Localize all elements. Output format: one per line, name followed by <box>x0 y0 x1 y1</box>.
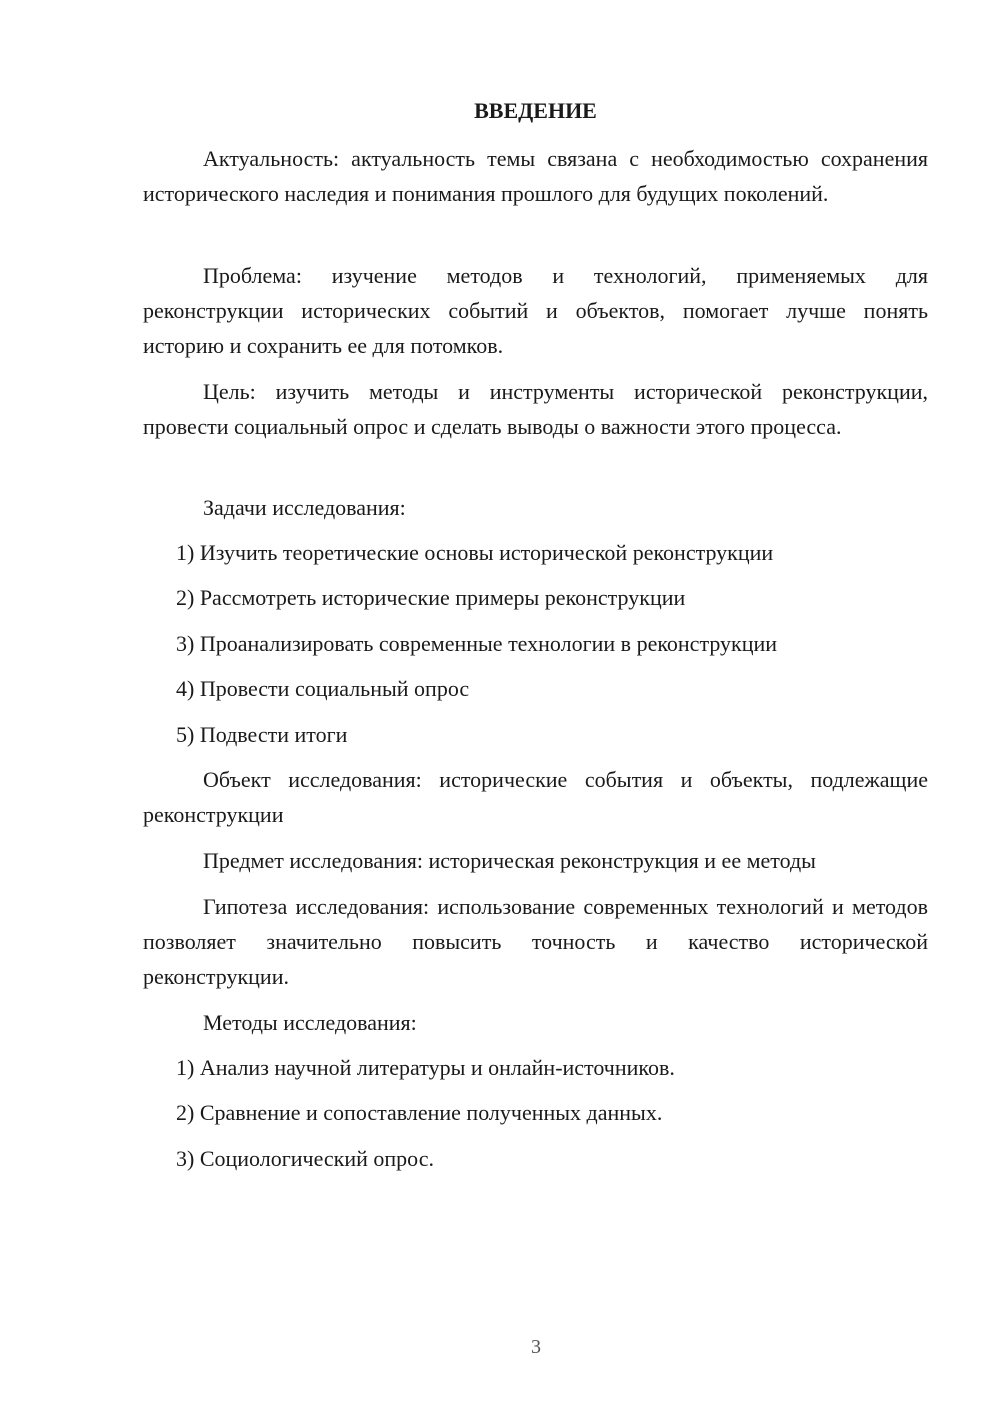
method-item: 3) Социологический опрос. <box>176 1146 434 1171</box>
task-item: 1) Изучить теоретические основы исторической реконструкции <box>176 540 774 565</box>
tasks-title: Задачи исследования: <box>203 495 406 520</box>
methods-title: Методы исследования: <box>203 1010 417 1035</box>
method-item: 2) Сравнение и сопоставление полученных данных. <box>176 1100 663 1125</box>
goal-paragraph: Цель: изучить методы и инструменты исторической реконструкции, провести социальный опрос и сделать выводы о важности этого процесса. <box>143 379 928 439</box>
relevance-paragraph: Актуальность: актуальность темы связана с необходимостью сохранения исторического наследия и понимания прошлого для будущих поколений. <box>143 146 928 206</box>
problem-paragraph: Проблема: изучение методов и технологий, применяемых для реконструкции исторических событий и объектов, помогает лучше понять историю и сохранить ее для потомков. <box>143 263 928 358</box>
task-item: 4) Провести социальный опрос <box>176 676 470 701</box>
page-title: ВВЕДЕНИЕ <box>474 98 597 123</box>
task-item: 2) Рассмотреть исторические примеры реконструкции <box>176 585 686 610</box>
hypothesis-paragraph: Гипотеза исследования: использование современных технологий и методов позволяет значительно повысить точность и качество исторической реконструкции. <box>143 894 928 989</box>
object-paragraph: Объект исследования: исторические события и объекты, подлежащие реконструкции <box>143 767 928 827</box>
page-number: 3 <box>531 1336 541 1358</box>
task-item: 3) Проанализировать современные технологии в реконструкции <box>176 631 778 656</box>
method-item: 1) Анализ научной литературы и онлайн-источников. <box>176 1055 675 1080</box>
task-item: 5) Подвести итоги <box>176 722 348 747</box>
subject-paragraph: Предмет исследования: историческая реконструкция и ее методы <box>203 848 816 873</box>
